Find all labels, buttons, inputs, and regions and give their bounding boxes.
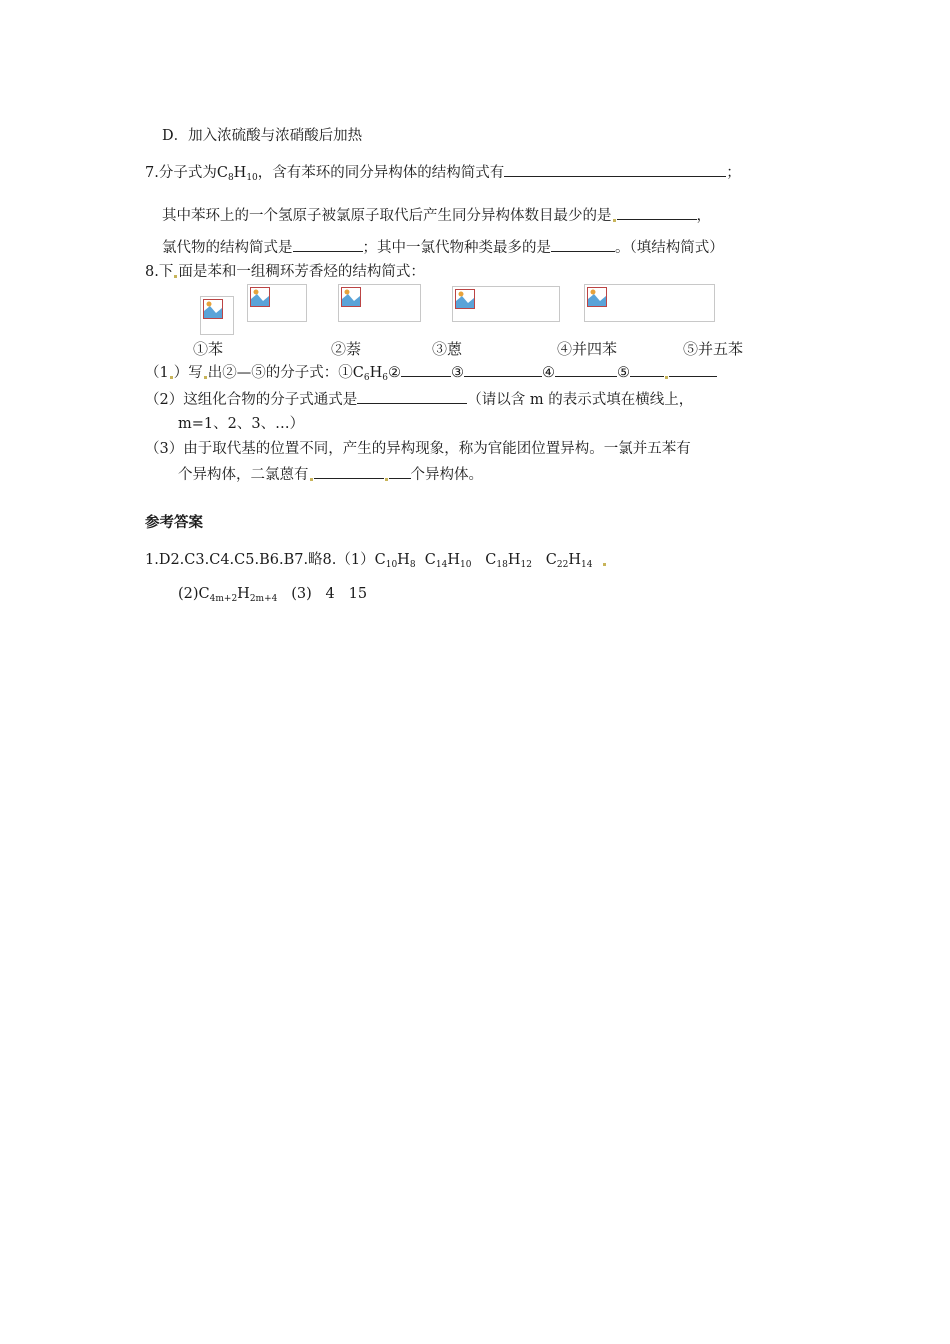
q7-text-b: ，含有苯环的同分异构体的结构简式有 [257, 165, 505, 181]
naphthalene-structure-image [247, 284, 307, 322]
q7-text-end: ； [726, 165, 741, 181]
answer-blank-fewest[interactable] [617, 205, 697, 220]
q7-line2-text: 其中苯环上的一个氢原子被氯原子取代后产生同分异构体数目最少的是 [162, 208, 612, 224]
mark-dot [310, 478, 313, 481]
f3-h-letter: H [507, 552, 521, 568]
answer-blank-4[interactable] [555, 362, 617, 377]
ans2-h: H [237, 586, 250, 602]
benzene-structure-image [200, 296, 234, 335]
f4-c: 22 [556, 560, 569, 570]
broken-image-icon [250, 287, 270, 307]
question-8-part2-cont: m=1、2、3、…） [178, 416, 305, 432]
p1-c: 出②—⑤的分子式：①C [207, 365, 364, 381]
f2-c: 14 [435, 560, 448, 570]
label-benzene: ①苯 [193, 340, 224, 358]
mark-dot [385, 478, 388, 481]
f4-c-letter: C [545, 552, 557, 568]
p1-n4: ④ [541, 365, 555, 381]
p1-sub-b: 6 [382, 373, 388, 383]
question-7-line3 [162, 237, 724, 258]
answer-blank-5b[interactable] [669, 362, 717, 377]
p1-n3: ③ [450, 365, 464, 381]
ans-a: 1.D2.C3.C4.C5.B6.B7.略8.（1）C [145, 552, 386, 568]
label-naphthalene: ②萘 [331, 340, 362, 358]
p1-n5: ⑤ [616, 365, 630, 381]
answers-line1 [145, 550, 607, 570]
answer-blank-most[interactable] [551, 237, 615, 252]
q8-intro-a: 8.下 [145, 264, 174, 280]
q7-sub-10: 10 [246, 173, 258, 183]
question-7-line1 [145, 162, 741, 183]
broken-image-icon [203, 299, 223, 319]
broken-image-icon [455, 289, 475, 309]
answer-blank-dichloro-b[interactable] [389, 464, 411, 479]
anthracene-structure-image [338, 284, 421, 322]
broken-image-icon [341, 287, 361, 307]
mark-dot [603, 563, 606, 566]
label-anthracene: ③蒽 [432, 340, 463, 358]
mark-dot [665, 376, 668, 379]
p1-b: ）写 [173, 365, 203, 381]
question-8-part3: （3）由于取代基的位置不同，产生的异构现象，称为官能团位置异构。一氯并五苯有 [145, 441, 691, 457]
option-d: D．加入浓硫酸与浓硝酸后加热 [162, 128, 363, 144]
broken-image-icon [587, 287, 607, 307]
answer-blank-5a[interactable] [630, 362, 664, 377]
p1-a: （1 [145, 365, 169, 381]
f3-h: 12 [520, 560, 532, 570]
f1-h: 8 [409, 560, 416, 570]
question-8-part2 [145, 389, 693, 410]
label-pentacene: ⑤并五苯 [683, 340, 744, 358]
f2-c-letter: C [424, 552, 436, 568]
q7-text-a: 7.分子式为C [145, 165, 228, 181]
f1-h-letter: H [397, 552, 410, 568]
answer-blank-2[interactable] [401, 362, 451, 377]
p3-a: 个异构体，二氯蒽有 [178, 467, 309, 483]
q7-line3-a: 氯代物的结构简式是 [162, 240, 293, 256]
q7-line3-c: 。（填结构简式） [615, 240, 724, 256]
question-8-intro [145, 262, 425, 282]
mark-dot [204, 376, 207, 379]
ans2-sub1: 4m+2 [209, 594, 238, 604]
p1-sub-a: 6 [363, 373, 370, 383]
p3-b: 个异构体。 [410, 467, 483, 483]
q7-line3-b: ；其中一氯代物种类最多的是 [362, 240, 551, 256]
ans2-sub2: 2m+4 [249, 594, 278, 604]
ans2-b: (3) 4 15 [291, 586, 368, 602]
mark-dot [613, 219, 616, 222]
answers-heading: 参考答案 [145, 515, 203, 531]
answers-line2 [178, 584, 367, 604]
p1-h: H [369, 365, 383, 381]
q7-sub-8: 8 [227, 173, 234, 183]
f3-c: 18 [496, 560, 508, 570]
answer-blank-isomers[interactable] [504, 162, 726, 177]
tetracene-structure-image [452, 286, 560, 322]
ans2-a: (2)C [178, 586, 210, 602]
f2-h: 10 [460, 560, 472, 570]
p2-text: （2）这组化合物的分子式通式是 [145, 392, 358, 408]
question-7-line2 [162, 205, 711, 226]
answer-blank-formula[interactable] [357, 389, 467, 404]
question-8-part1 [145, 362, 717, 383]
p2-end: （请以含 m 的表示式填在横线上， [467, 392, 694, 408]
mark-dot [174, 275, 177, 278]
q7-text-h: H [233, 165, 247, 181]
question-8-part3-cont [178, 464, 483, 485]
q8-intro-b: 面是苯和一组稠环芳香烃的结构简式： [178, 264, 425, 280]
mark-dot [170, 376, 173, 379]
q7-line2-end: ， [696, 208, 711, 224]
p1-n2: ② [387, 365, 401, 381]
answer-blank-3[interactable] [464, 362, 542, 377]
f4-h-letter: H [568, 552, 581, 568]
pentacene-structure-image [584, 284, 715, 322]
answer-blank-chloride[interactable] [293, 237, 363, 252]
answer-blank-dichloro-a[interactable] [314, 464, 384, 479]
f3-c-letter: C [485, 552, 497, 568]
f2-h-letter: H [447, 552, 460, 568]
label-tetracene: ④并四苯 [557, 340, 618, 358]
f1-c: 10 [385, 560, 398, 570]
f4-h: 14 [581, 560, 593, 570]
